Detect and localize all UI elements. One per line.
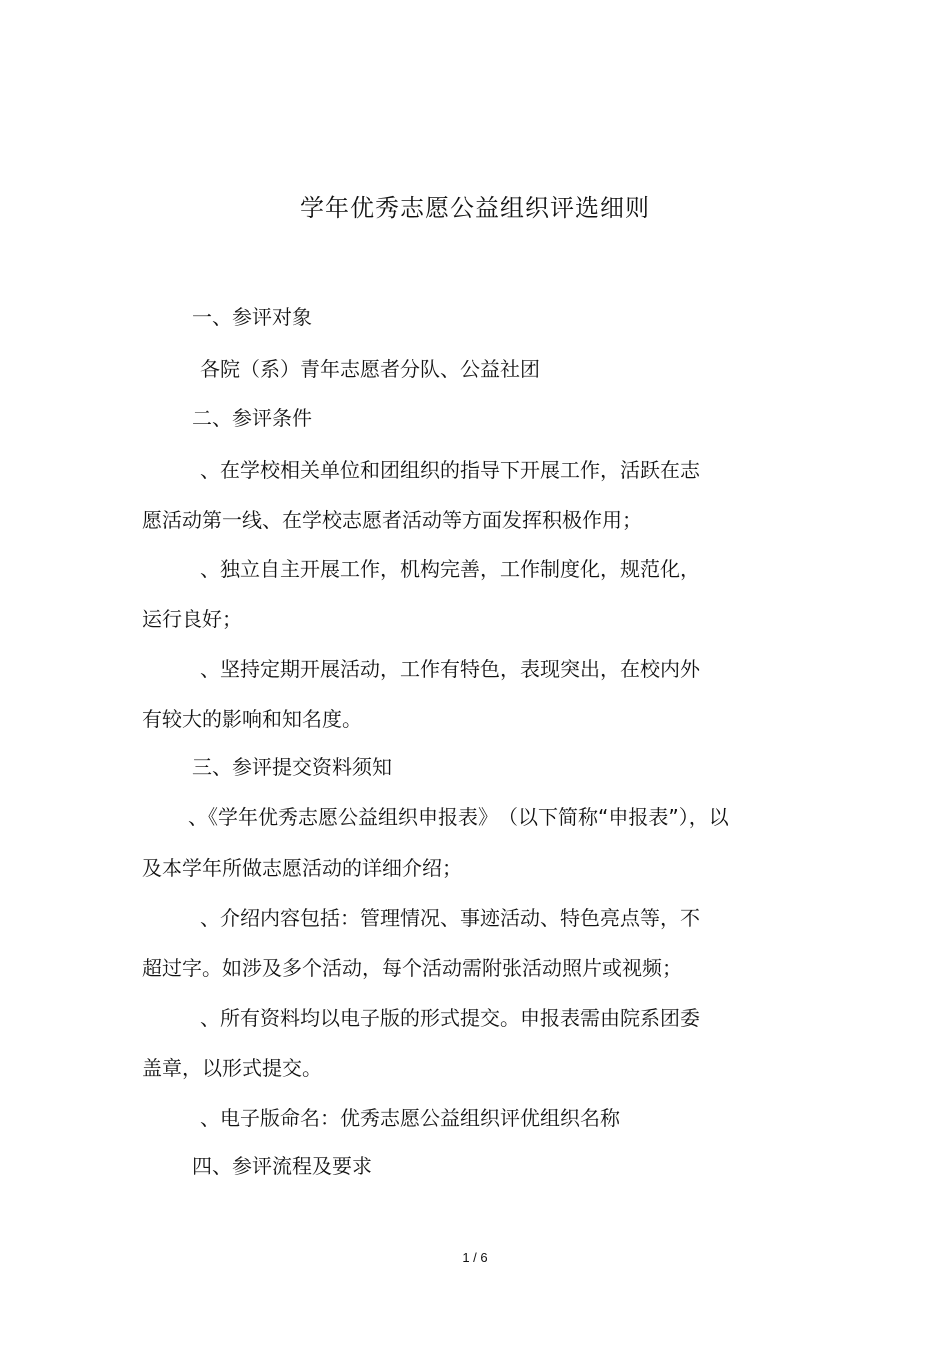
page-number: 1 / 6 — [462, 1250, 488, 1265]
paragraph-line: 、在学校相关单位和团组织的指导下开展工作，活跃在志 — [200, 458, 700, 482]
section-heading-2: 二、参评条件 — [192, 406, 312, 430]
section-heading-1: 一、参评对象 — [192, 305, 312, 329]
document-title: 学年优秀志愿公益组织评选细则 — [300, 194, 650, 222]
paragraph-line: 有较大的影响和知名度。 — [142, 707, 362, 731]
paragraph-line: 、介绍内容包括：管理情况、事迹活动、特色亮点等，不 — [200, 906, 700, 930]
section-heading-4: 四、参评流程及要求 — [192, 1154, 372, 1178]
paragraph-line: 、所有资料均以电子版的形式提交。申报表需由院系团委 — [200, 1006, 700, 1030]
paragraph-line: 各院（系）青年志愿者分队、公益社团 — [200, 357, 540, 381]
paragraph-line: 盖章，以形式提交。 — [142, 1056, 322, 1080]
paragraph-line: 及本学年所做志愿活动的详细介绍； — [142, 856, 462, 880]
section-heading-3: 三、参评提交资料须知 — [192, 755, 392, 779]
paragraph-line: 愿活动第一线、在学校志愿者活动等方面发挥积极作用； — [142, 508, 642, 532]
paragraph-line: 、电子版命名：优秀志愿公益组织评优组织名称 — [200, 1106, 620, 1130]
paragraph-line: 超过字。如涉及多个活动，每个活动需附张活动照片或视频； — [142, 956, 682, 980]
paragraph-line: 、坚持定期开展活动，工作有特色，表现突出，在校内外 — [200, 657, 700, 681]
paragraph-line: 运行良好； — [142, 607, 242, 631]
paragraph-line: 、《学年优秀志愿公益组织申报表》 （以下简称“申报表”），以 — [188, 805, 729, 829]
paragraph-line: 、独立自主开展工作，机构完善，工作制度化，规范化， — [200, 557, 700, 581]
